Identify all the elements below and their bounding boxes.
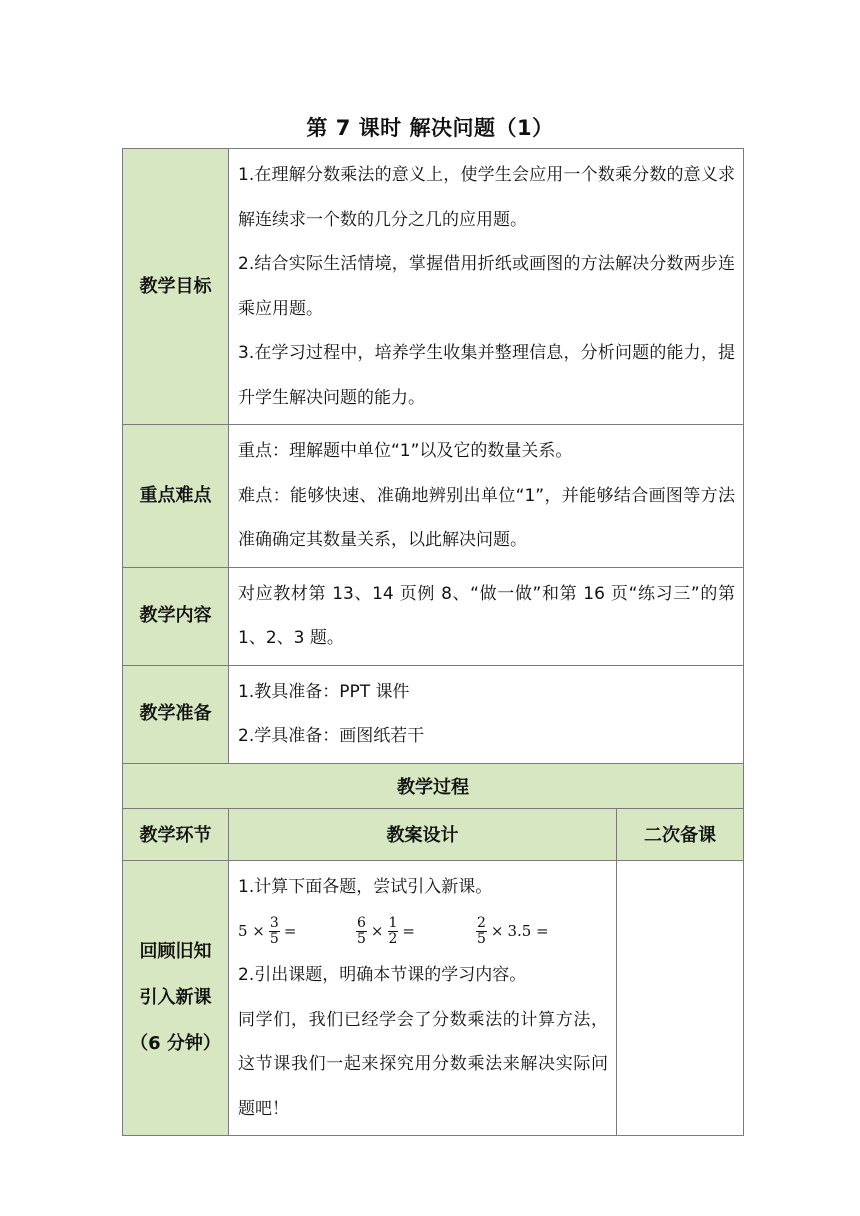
times-sign: × (370, 921, 384, 940)
denominator: 2 (388, 930, 398, 947)
process-header-row (123, 763, 744, 808)
objective-item: 1.在理解分数乘法的意义上，使学生会应用一个数乘分数的意义求解连续求一个数的几分之几的应用题。 (238, 165, 735, 230)
key-points-row (123, 425, 744, 568)
fraction (269, 916, 280, 947)
numerator: 1 (388, 914, 398, 931)
objectives-content (229, 149, 744, 425)
expression-3 (476, 909, 549, 954)
stage1-label-line: 引入新课 (139, 986, 212, 1008)
stage1-label (123, 860, 229, 1136)
design-column-header: 教案设计 (229, 808, 617, 860)
stage1-design (229, 860, 617, 1136)
fraction (476, 916, 487, 947)
lesson-plan-table (122, 148, 744, 1136)
preparation-item: 2.学具准备：画图纸若干 (238, 726, 425, 746)
numerator: 6 (357, 914, 366, 931)
stage1-paragraph: 同学们，我们已经学会了分数乘法的计算方法，这节课我们一起来探究用分数乘法来解决实际问题吧！ (238, 1009, 608, 1119)
difficulty-item: 难点：能够快速、准确地辨别出单位“1”，并能够结合画图等方法准确确定其数量关系，以此解决问题。 (238, 485, 735, 550)
expr3-tail: 3.5 = (507, 921, 549, 940)
content-row (123, 567, 744, 665)
key-points-label: 重点难点 (123, 425, 229, 568)
stage1-label-line: （6 分钟） (130, 1032, 221, 1054)
column-header-row (123, 808, 744, 860)
preparation-row (123, 665, 744, 763)
equals-sign: = (402, 921, 415, 940)
denominator: 5 (357, 930, 366, 947)
stage1-label-line: 回顾旧知 (139, 940, 212, 962)
expression-2 (356, 909, 476, 954)
numerator: 3 (269, 914, 279, 931)
denominator: 5 (269, 930, 279, 947)
objective-item: 2.结合实际生活情境，掌握借用折纸或画图的方法解决分数两步连乘应用题。 (238, 254, 735, 319)
preparation-label: 教学准备 (123, 665, 229, 763)
process-header: 教学过程 (123, 763, 744, 808)
objective-item: 3.在学习过程中，培养学生收集并整理信息，分析问题的能力，提升学生解决问题的能力。 (238, 343, 735, 408)
key-points-content (229, 425, 744, 568)
stage-column-header: 教学环节 (123, 808, 229, 860)
expr1-left: 5 × (238, 921, 265, 940)
second-prep-cell (617, 860, 744, 1136)
stage1-intro: 1.计算下面各题，尝试引入新课。 (238, 876, 493, 897)
times-sign: × (490, 921, 504, 940)
objectives-row (123, 149, 744, 425)
stage1-row (123, 860, 744, 1136)
preparation-content (229, 665, 744, 763)
content-text: 对应教材第 13、14 页例 8、“做一做”和第 16 页“练习三”的第 1、2、3 题。 (229, 567, 744, 665)
stage1-point2: 2.引出课题，明确本节课的学习内容。 (238, 965, 527, 985)
equals-sign: = (283, 921, 297, 940)
fraction (388, 916, 399, 947)
second-prep-column-header: 二次备课 (617, 808, 744, 860)
key-point-item: 重点：理解题中单位“1”以及它的数量关系。 (238, 441, 573, 461)
expression-1 (238, 909, 356, 954)
fraction (356, 916, 367, 947)
preparation-item: 1.教具准备：PPT 课件 (238, 681, 410, 702)
page-title: 第 7 课时 解决问题（1） (306, 116, 554, 140)
content-label: 教学内容 (123, 567, 229, 665)
expressions-line (238, 909, 608, 953)
numerator: 2 (477, 914, 486, 931)
objectives-label: 教学目标 (123, 149, 229, 425)
denominator: 5 (477, 930, 486, 947)
